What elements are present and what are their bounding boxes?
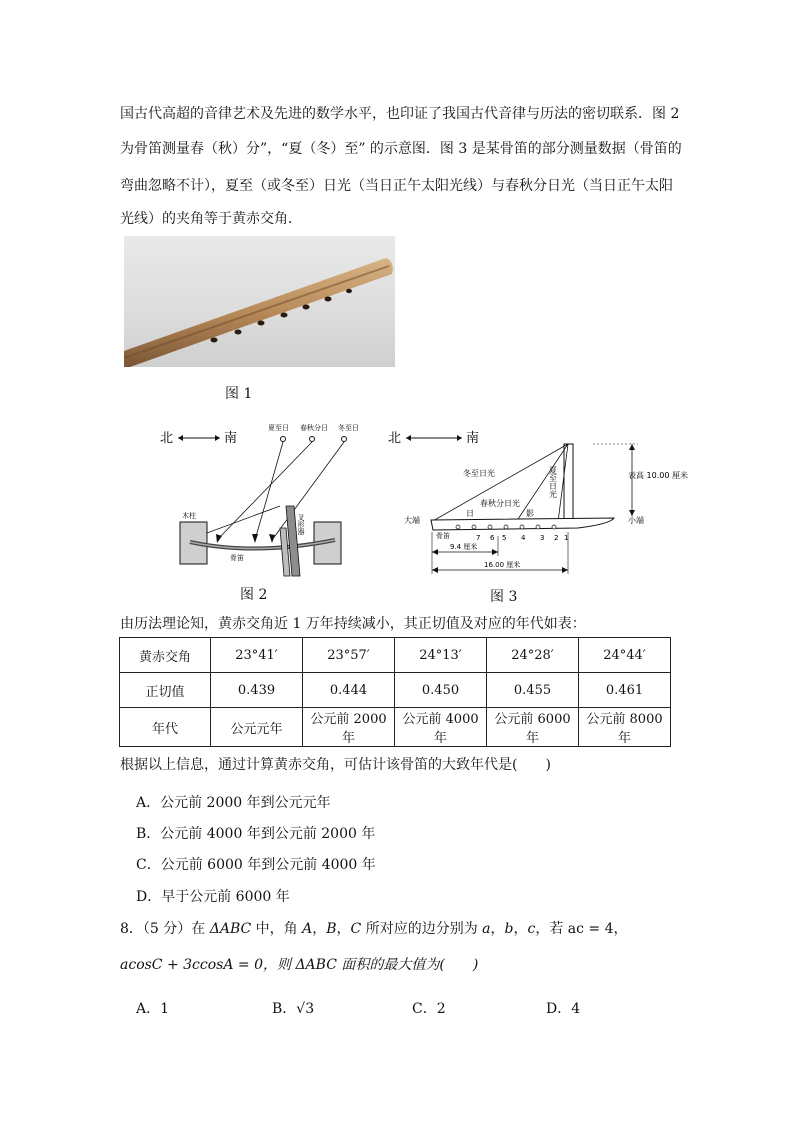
question-8-option-d: D．4 xyxy=(546,1001,581,1017)
table-cell: 0.461 xyxy=(579,673,671,708)
fig2-winter-label: 冬至日 xyxy=(338,424,359,432)
figure-2-diagram xyxy=(160,418,370,580)
table-cell: 公元元年 xyxy=(211,708,303,747)
question-7-option-b: B．公元前 4000 年到公元前 2000 年 xyxy=(136,826,376,842)
figure-3-caption: 图 3 xyxy=(490,589,518,605)
fig3-summer-light-label: 夏至日光 xyxy=(548,466,558,498)
question-7-option-d: D．早于公元前 6000 年 xyxy=(136,889,290,905)
fig3-hole-2: 2 xyxy=(554,534,559,542)
figure-3-diagram xyxy=(388,424,698,580)
table-row xyxy=(120,708,671,747)
bone-flute-photo xyxy=(124,236,395,367)
fig3-equinox-light-label: 春秋分日光 xyxy=(480,499,520,508)
triangle-abc: ΔABC xyxy=(209,921,252,937)
fig3-big-end-label: 大端 xyxy=(404,516,420,525)
fig3-hole-7: 7 xyxy=(476,534,481,542)
figure-1-caption: 图 1 xyxy=(225,386,253,402)
fig3-gnomon xyxy=(564,444,573,526)
fig3-height-label: 表高 10.00 厘米 xyxy=(628,471,688,480)
table-cell: 0.455 xyxy=(487,673,579,708)
intro-line-4: 光线）的夹角等于黄赤交角． xyxy=(120,211,302,227)
fig2-equinox-label: 春秋分日 xyxy=(300,424,328,432)
intro-line-2: 为骨笛测量春（秋）分”，“夏（冬）至” 的示意图．图 3 是某骨笛的部分测量数据（骨笛的 xyxy=(120,141,682,157)
fig3-south: 南 xyxy=(466,431,480,446)
fig3-day-label: 日 xyxy=(466,509,474,518)
table-intro: 由历法理论知，黄赤交角近 1 万年持续减小，其正切值及对应的年代如表： xyxy=(120,616,586,632)
question-8-line-1: 8．（5 分）在 ΔABC 中，角 A，B，C 所对应的边分别为 a，b，c，若 ac = 4， xyxy=(120,921,628,937)
table-cell: 23°41′ xyxy=(211,638,303,673)
sqrt-three: √3 xyxy=(296,1001,315,1017)
obliquity-table xyxy=(119,637,671,747)
fig3-long-dimension-label: 16.00 厘米 xyxy=(484,561,521,569)
table-cell: 0.444 xyxy=(303,673,395,708)
intro-line-3: 弯曲忽略不计），夏至（或冬至）日光（当日正午太阳光线）与春秋分日光（当日正午太阳 xyxy=(120,178,673,194)
table-cell: 24°28′ xyxy=(487,638,579,673)
figure-2-caption: 图 2 xyxy=(240,587,268,603)
fig3-short-dimension-label: 9.4 厘米 xyxy=(450,543,478,551)
table-cell: 公元前 2000 年 xyxy=(303,708,395,747)
question-8-option-a: A．1 xyxy=(136,1001,170,1017)
table-cell: 公元前 8000 年 xyxy=(579,708,671,747)
fig2-summer-label: 夏至日 xyxy=(268,424,289,432)
table-cell: 黄赤交角 xyxy=(120,638,211,673)
table-cell: 年代 xyxy=(120,708,211,747)
fig3-hole-3: 3 xyxy=(540,534,545,542)
table-cell: 公元前 4000 年 xyxy=(395,708,487,747)
table-cell: 24°44′ xyxy=(579,638,671,673)
fig3-flute-label: 骨笛 xyxy=(436,532,450,540)
table-cell: 0.450 xyxy=(395,673,487,708)
fig3-shadow-label: 影 xyxy=(526,509,534,518)
table-cell: 23°57′ xyxy=(303,638,395,673)
fig2-north: 北 xyxy=(160,431,174,446)
table-row xyxy=(120,638,671,673)
question-8-option-c: C．2 xyxy=(412,1001,446,1017)
table-cell: 公元前 6000 年 xyxy=(487,708,579,747)
fig3-north: 北 xyxy=(388,431,402,446)
fig2-flute-label: 骨笛 xyxy=(230,554,244,562)
table-cell: 24°13′ xyxy=(395,638,487,673)
fig3-small-end-label: 小端 xyxy=(628,516,644,525)
fig2-south: 南 xyxy=(224,431,238,446)
fig2-post-label: 木柱 xyxy=(182,512,196,520)
fig3-hole-5: 5 xyxy=(502,534,507,542)
fig2-frame-label: 叉形器 xyxy=(297,514,305,535)
question-8-line-2: acosC + 3ccosA = 0，则 ΔABC 面积的最大值为( ) xyxy=(120,957,479,973)
question-7-option-c: C．公元前 6000 年到公元前 4000 年 xyxy=(136,857,376,873)
question-7-option-a: A．公元前 2000 年到公元元年 xyxy=(136,795,331,811)
table-cell: 正切值 xyxy=(120,673,211,708)
fig3-hole-6: 6 xyxy=(490,534,495,542)
fig3-winter-light-label: 冬至日光 xyxy=(463,469,495,478)
fig3-hole-1: 1 xyxy=(564,534,569,542)
fig3-hole-4: 4 xyxy=(521,534,526,542)
intro-line-1: 国古代高超的音律艺术及先进的数学水平，也印证了我国古代音律与历法的密切联系．图 2 xyxy=(120,106,680,122)
bone-flute-image xyxy=(124,236,395,367)
question-7-stem: 根据以上信息，通过计算黄赤交角，可估计该骨笛的大致年代是( ) xyxy=(120,757,551,773)
table-row xyxy=(120,673,671,708)
question-8-option-b: B．√3 xyxy=(272,1001,315,1017)
table-cell: 0.439 xyxy=(211,673,303,708)
